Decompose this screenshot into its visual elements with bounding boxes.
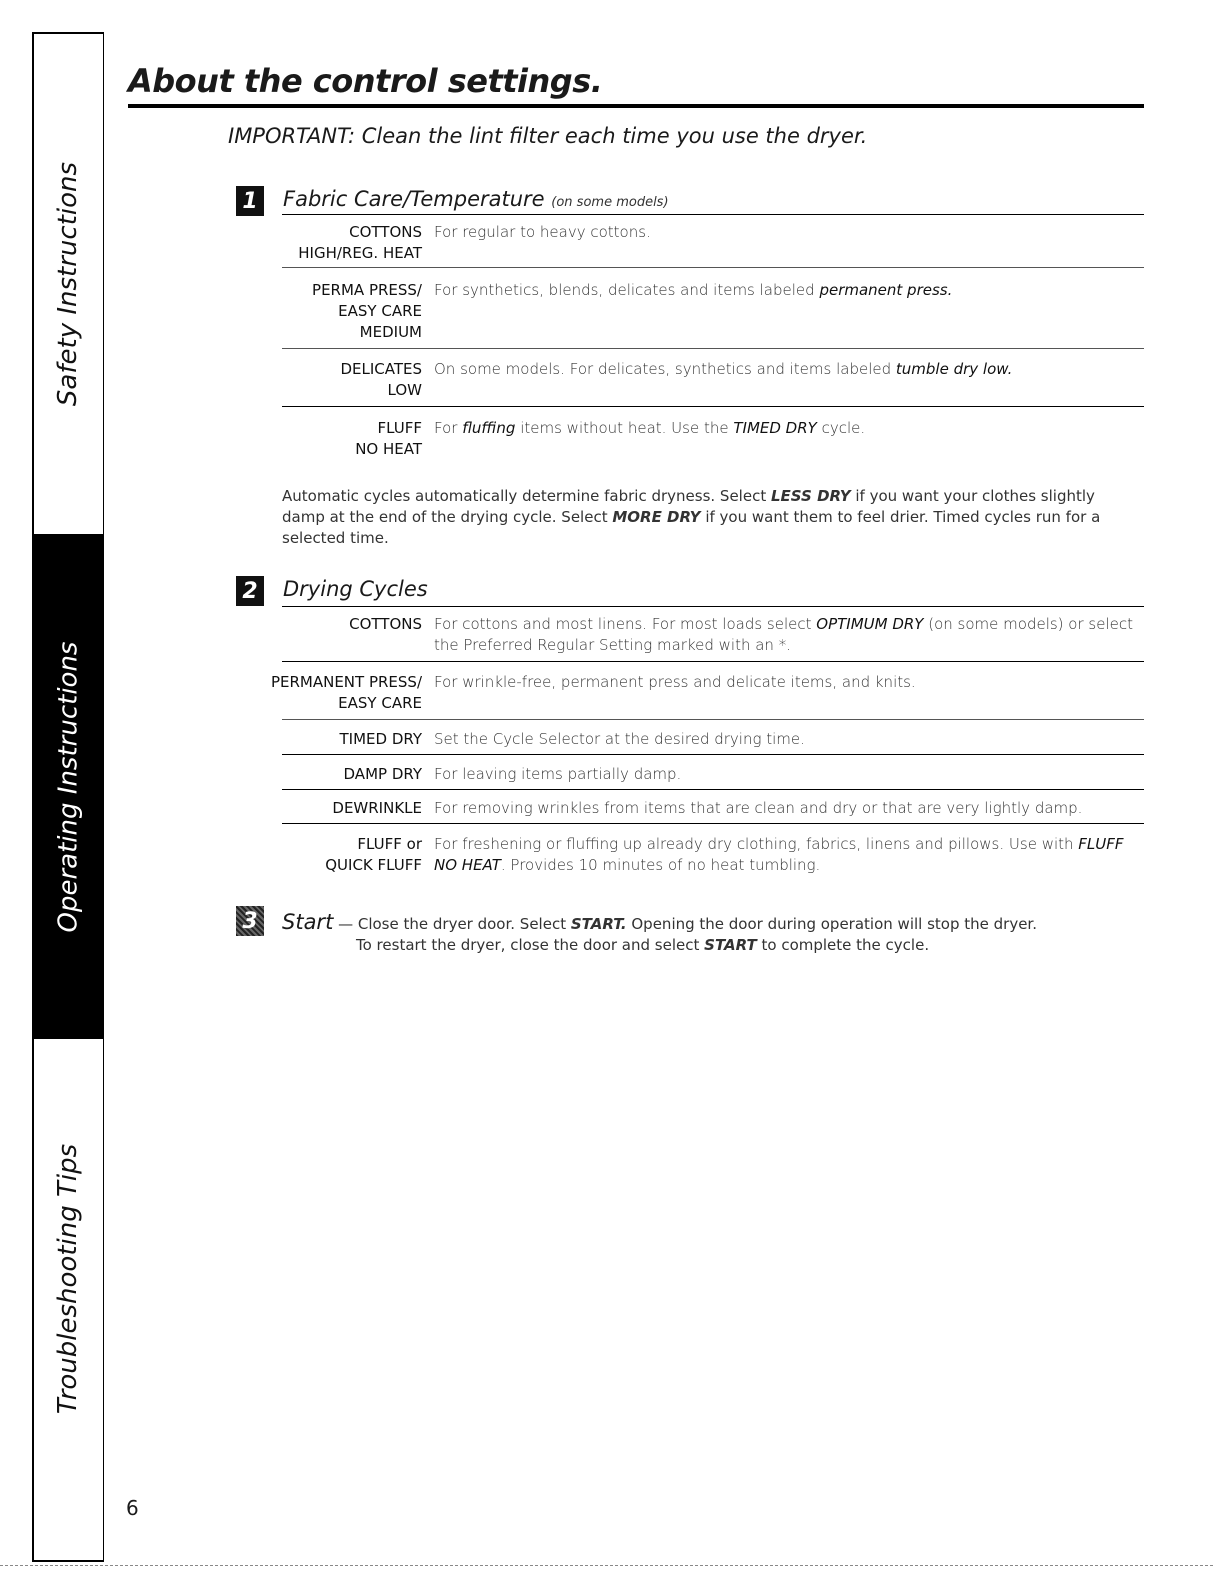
sidebar-tabs: [32, 32, 104, 1562]
cycle-label: TIMED DRY: [339, 730, 422, 748]
cycle-label: DEWRINKLE: [332, 799, 422, 817]
section-title: Drying Cycles: [283, 577, 428, 601]
divider: [282, 267, 1144, 268]
setting-label: COTTONS HIGH/REG. HEAT: [298, 223, 422, 262]
cycle-label: FLUFF or QUICK FLUFF: [325, 835, 422, 874]
table-row: [250, 729, 1144, 750]
table-row: [250, 614, 1144, 656]
setting-description: For regular to heavy cottons.: [434, 223, 651, 241]
tab-operating-instructions[interactable]: [34, 534, 103, 1039]
automatic-cycles-note: Automatic cycles automatically determine fabric dryness. Select LESS DRY if you want your clothes slightly damp at the end of the drying cycle. Select MORE DRY if you want them to feel drier. Timed cycles run for a selected time.: [282, 487, 1101, 547]
divider: [282, 214, 1144, 215]
table-row: [250, 418, 1144, 460]
page-title: About the control settings.: [128, 62, 603, 100]
setting-description: On some models. For delicates, synthetics and items labeled tumble dry low.: [434, 360, 1013, 378]
start-instructions: Start — Close the dryer door. Select START. Opening the door during operation will stop the dryer. To restart the dryer, close the door and select START to complete the cycle.: [282, 910, 1037, 954]
tab-label: Troubleshooting Tips: [53, 1143, 84, 1415]
table-row: [250, 359, 1144, 401]
important-note: IMPORTANT: Clean the lint filter each time you use the dryer.: [228, 124, 868, 148]
cycle-label: DAMP DRY: [343, 765, 422, 783]
tab-label: Safety Instructions: [53, 161, 84, 407]
setting-label: FLUFF NO HEAT: [355, 419, 422, 458]
divider: [282, 719, 1144, 720]
cycle-description: For wrinkle-free, permanent press and delicate items, and knits.: [434, 673, 916, 691]
table-row: [250, 672, 1144, 714]
divider: [282, 789, 1144, 790]
cycle-description: For removing wrinkles from items that are clean and dry or that are very lightly damp.: [434, 799, 1083, 817]
table-row: [250, 798, 1144, 819]
table-row: [250, 222, 1144, 264]
tab-label: Operating Instructions: [53, 641, 84, 932]
divider: [282, 348, 1144, 349]
tab-safety-instructions[interactable]: [34, 34, 103, 534]
tab-troubleshooting-tips[interactable]: [34, 1039, 103, 1519]
divider: [282, 823, 1144, 824]
section-title: [283, 187, 669, 211]
setting-label: PERMA PRESS/ EASY CARE MEDIUM: [312, 281, 422, 341]
divider: [282, 606, 1144, 607]
cycle-label: COTTONS: [349, 615, 422, 633]
section-number-badge: 1: [236, 186, 264, 216]
section-subtitle: (on some models): [551, 195, 669, 210]
cycle-description: For cottons and most linens. For most loads select OPTIMUM DRY (on some models) or select the Preferred Regular Setting marked with an *.: [434, 615, 1133, 654]
section-title: Start: [282, 910, 334, 934]
page-bottom-border: [0, 1565, 1213, 1566]
setting-label: DELICATES LOW: [340, 360, 422, 399]
title-divider: [128, 104, 1144, 108]
divider: [282, 661, 1144, 662]
table-row: [250, 764, 1144, 785]
divider: [282, 406, 1144, 407]
cycle-description: Set the Cycle Selector at the desired drying time.: [434, 730, 805, 748]
section-title-text: Fabric Care/Temperature: [283, 187, 545, 211]
setting-description: For fluffing items without heat. Use the TIMED DRY cycle.: [434, 419, 866, 437]
section-number-badge: 2: [236, 576, 264, 606]
cycle-label: PERMANENT PRESS/ EASY CARE: [270, 673, 422, 712]
setting-description: For synthetics, blends, delicates and items labeled permanent press.: [434, 281, 953, 299]
cycle-description: For leaving items partially damp.: [434, 765, 682, 783]
table-row: [250, 280, 1144, 343]
section-number-badge: 3: [236, 906, 264, 936]
divider: [282, 754, 1144, 755]
page-number: 6: [126, 1496, 139, 1520]
cycle-description: For freshening or fluffing up already dry clothing, fabrics, linens and pillows. Use with FLUFF NO HEAT. Provides 10 minutes of no heat tumbling.: [434, 835, 1124, 874]
table-row: [250, 834, 1144, 876]
